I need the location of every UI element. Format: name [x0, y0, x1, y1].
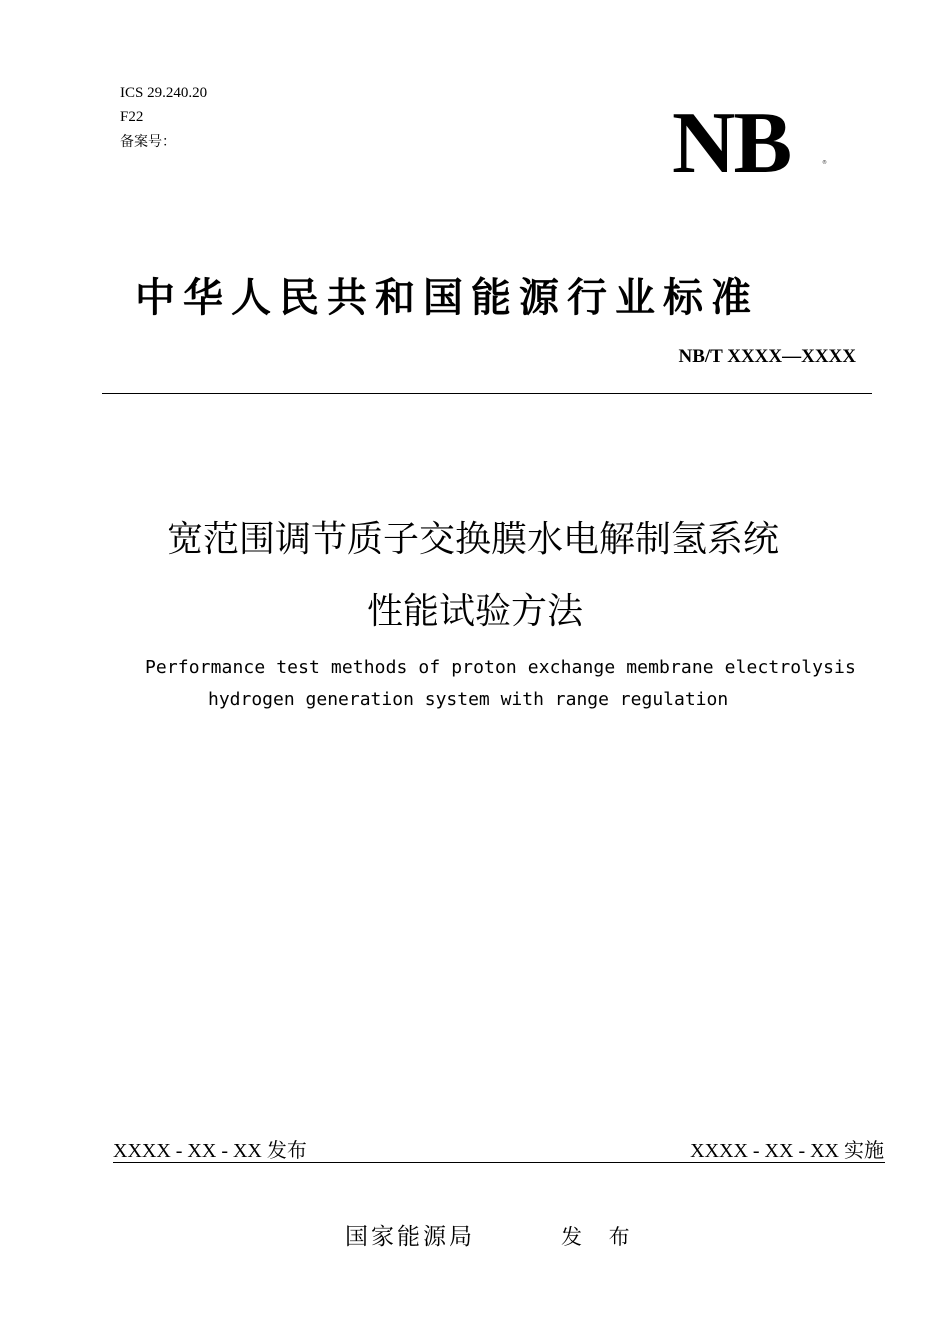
issue-verb: 发 布: [561, 1225, 640, 1249]
title-chinese-line-2: 性能试验方法: [366, 591, 583, 632]
registered-mark: ®: [822, 160, 827, 166]
ics-code: ICS 29.240.20: [120, 85, 208, 101]
standard-type-heading: 中华人民共和国能源行业标准: [135, 275, 759, 321]
issue-date: XXXX - XX - XX 发布: [113, 1140, 307, 1162]
date-divider: [113, 1162, 885, 1163]
title-english-line-2: hydrogen generation system with range regulation: [208, 689, 729, 710]
classification-code: F22: [120, 109, 144, 125]
title-chinese-line-1: 宽范围调节质子交换膜水电解制氢系统: [166, 519, 779, 560]
filing-number-label: 备案号：: [120, 134, 176, 150]
nb-logo: NB: [672, 95, 791, 192]
standard-number: NB/T XXXX—XXXX: [678, 346, 856, 367]
issuing-authority: 国家能源局: [345, 1224, 475, 1250]
implementation-date: XXXX - XX - XX 实施: [690, 1140, 884, 1162]
header-divider: [102, 393, 872, 394]
title-english-line-1: Performance test methods of proton exchange membrane electrolysis: [145, 657, 856, 678]
